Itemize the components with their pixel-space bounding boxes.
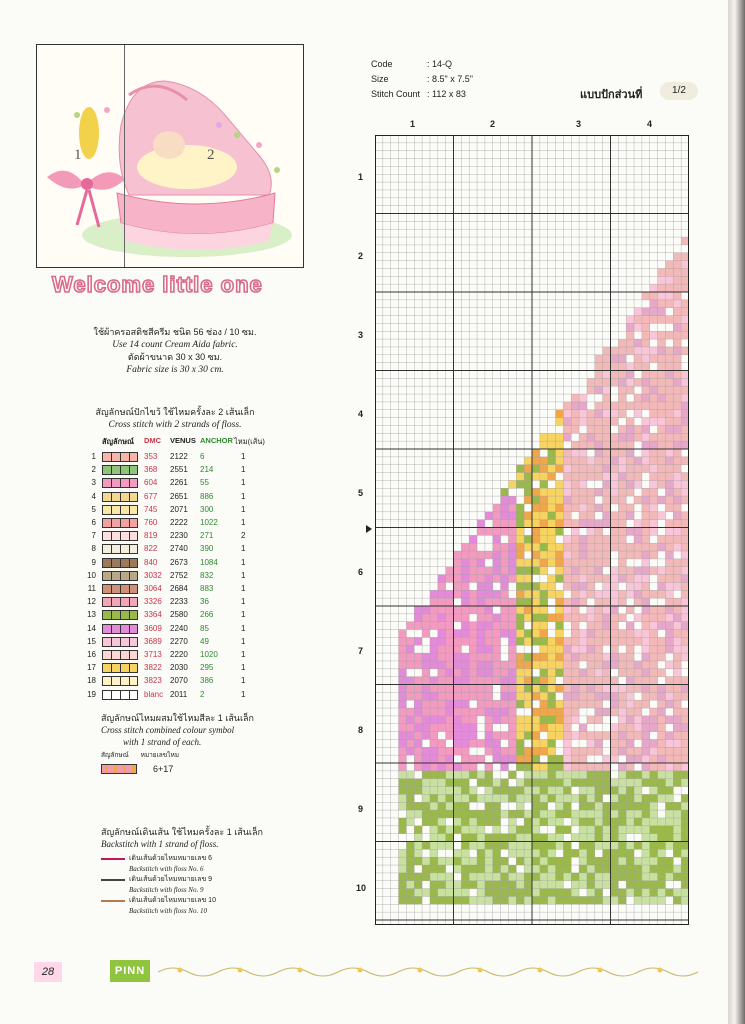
legend-row: [86, 636, 286, 649]
combo-headers: [101, 750, 254, 762]
legend-anchor: 883: [200, 584, 214, 593]
legend-row: [86, 623, 286, 636]
legend-dmc: 3032: [144, 570, 162, 580]
legend-dmc: 3326: [144, 597, 162, 607]
legend-header-dmc: DMC: [144, 436, 162, 445]
legend-dmc: 819: [144, 531, 158, 541]
stitch-chart-grid: [375, 135, 689, 925]
preview-divider: [124, 45, 125, 267]
combo-swatch: [101, 764, 137, 774]
legend-venus: 2580: [170, 610, 188, 620]
legend-number: 11: [87, 584, 96, 593]
legend-number: 19: [87, 689, 96, 699]
legend-row: [86, 689, 286, 702]
chart-row-number: 4: [358, 409, 364, 419]
code-value: : 14-Q: [427, 59, 453, 69]
legend-anchor: 6: [200, 452, 205, 461]
legend-row: [86, 491, 286, 504]
legend-anchor: 214: [200, 465, 214, 475]
stitch-count-value: : 112 x 83: [427, 89, 466, 99]
legend-dmc: 840: [144, 557, 158, 567]
legend-dmc: 822: [144, 544, 158, 554]
legend-swatch: [102, 610, 138, 620]
legend-dmc: 3609: [144, 623, 162, 633]
cross-stitch-instructions: [60, 406, 290, 431]
legend-swatch: [102, 663, 138, 673]
stitch-count-label: Stitch Count: [371, 89, 421, 99]
legend-venus: 2684: [170, 584, 188, 593]
legend-anchor: 2: [200, 689, 205, 699]
legend-number: 2: [91, 465, 96, 475]
legend-strands: 1: [241, 597, 246, 607]
legend-venus: 2070: [170, 676, 188, 686]
legend-anchor: 390: [200, 544, 214, 554]
legend-venus: 2233: [170, 597, 188, 607]
legend-number: 7: [91, 531, 96, 541]
legend-row: [86, 649, 286, 662]
combo-en: Cross stitch combined colour symbol: [101, 725, 235, 735]
fabric-instructions: [60, 326, 290, 376]
fabric-en: Use 14 count Cream Aida fabric.: [112, 339, 238, 350]
chart-row-number: 7: [358, 646, 364, 656]
legend-swatch: [102, 676, 138, 686]
backstitch-en: Backstitch with floss No. 6: [129, 865, 204, 873]
legend-row: [86, 662, 286, 675]
legend-dmc: blanc: [144, 689, 164, 699]
legend-venus: 2752: [170, 570, 188, 580]
legend-anchor: 295: [200, 663, 214, 673]
legend-header-venus: VENUS: [170, 436, 196, 445]
legend-strands: 1: [241, 491, 246, 501]
chart-row-number: 5: [358, 488, 364, 498]
legend-venus: 2270: [170, 636, 188, 646]
legend-anchor: 55: [200, 478, 209, 488]
legend-venus: 2011: [170, 689, 188, 699]
part-label: แบบปักส่วนที่: [580, 89, 643, 101]
legend-dmc: 604: [144, 478, 158, 488]
legend-strands: 1: [241, 465, 246, 475]
legend-swatch: [102, 597, 138, 607]
legend-number: 15: [87, 636, 96, 646]
chart-column-number: 3: [576, 119, 582, 129]
legend-number: 9: [91, 557, 96, 567]
legend-number: 13: [87, 610, 96, 620]
legend-anchor: 886: [200, 491, 214, 501]
page-number: 28: [34, 962, 62, 982]
legend-venus: 2030: [170, 663, 188, 673]
legend-swatch: [102, 478, 138, 488]
legend-number: 12: [87, 597, 96, 607]
combo-header-numbers: หมายเลขไหม: [140, 752, 180, 759]
legend-number: 3: [91, 478, 96, 488]
backstitch-section: [101, 826, 263, 915]
backstitch-thai: เดินเส้นด้วยไหมหมายเลข 9: [129, 876, 213, 883]
legend-row: [86, 675, 286, 688]
legend-anchor: 266: [200, 610, 214, 620]
legend-row: [86, 517, 286, 530]
chart-row-number: 10: [356, 883, 367, 893]
legend-anchor: 1020: [200, 650, 218, 659]
legend-swatch: [102, 492, 138, 502]
legend-venus: 2071: [170, 504, 188, 514]
backstitch-en: Backstitch with 1 strand of floss.: [101, 839, 219, 849]
chart-row-number: 8: [358, 725, 364, 735]
chart-row-number: 3: [358, 330, 364, 340]
design-title: Welcome little one: [52, 272, 263, 297]
legend-dmc: 3822: [144, 663, 162, 673]
backstitch-line-sample: [101, 900, 125, 902]
legend-row: [86, 477, 286, 490]
legend-number: 8: [91, 544, 96, 554]
backstitch-line-sample: [101, 858, 125, 860]
fabric-thai: ใช้ผ้าครอสติชสีครีม ชนิด 56 ช่อง / 10 ซม.: [93, 327, 257, 337]
cross-thai: สัญลักษณ์ปักไขว้ ใช้ไหมครั้งละ 2 เส้นเล็ก: [95, 407, 255, 417]
legend-strands: 1: [241, 636, 246, 646]
legend-dmc: 3689: [144, 636, 162, 646]
cross-en: Cross stitch with 2 strands of floss.: [108, 419, 242, 430]
backstitch-thai: เดินเส้นด้วยไหมหมายเลข 6: [129, 855, 213, 862]
floral-vine-ornament: [158, 962, 698, 982]
legend-anchor: 49: [200, 636, 209, 646]
combo-thai: สัญลักษณ์ไหมผสมใช้ไหมสีละ 1 เส้นเล็ก: [101, 713, 255, 723]
legend-number: 1: [91, 452, 96, 461]
chart-row-number: 6: [358, 567, 364, 577]
legend-number: 4: [91, 491, 96, 501]
fabric-thai: ตัดผ้าขนาด 30 x 30 ซม.: [127, 352, 223, 362]
legend-dmc: 3364: [144, 610, 162, 620]
legend-dmc: 760: [144, 518, 158, 527]
combo-header-symbol: สัญลักษณ์: [101, 752, 129, 759]
combo-en: with 1 strand of each.: [123, 737, 202, 747]
legend-venus: 2220: [170, 650, 188, 659]
legend-strands: 1: [241, 452, 246, 461]
chart-row-number: 9: [358, 804, 364, 814]
backstitch-thai: เดินเส้นด้วยไหมหมายเลข 10: [129, 897, 216, 904]
legend-venus: 2551: [170, 465, 188, 475]
legend-anchor: 36: [200, 597, 209, 607]
legend-swatch: [102, 571, 138, 581]
legend-swatch: [102, 637, 138, 647]
chart-row-number: 1: [358, 172, 364, 182]
code-label: Code: [371, 59, 393, 69]
legend-anchor: 1084: [200, 557, 218, 567]
combo-row: [101, 762, 254, 776]
legend-anchor: 85: [200, 623, 209, 633]
legend-dmc: 353: [144, 452, 158, 461]
legend-swatch: [102, 452, 138, 462]
legend-strands: 1: [241, 570, 246, 580]
legend-venus: 2122: [170, 452, 188, 461]
legend-anchor: 386: [200, 676, 214, 686]
legend-row: [86, 557, 286, 570]
legend-swatch: [102, 544, 138, 554]
size-label: Size: [371, 74, 389, 84]
legend-anchor: 300: [200, 504, 214, 514]
chart-column-number: 1: [410, 119, 416, 129]
legend-swatch: [102, 624, 138, 634]
publisher-logo: PINN: [110, 960, 150, 982]
legend-anchor: 271: [200, 531, 214, 541]
backstitch-en: Backstitch with floss No. 9: [129, 886, 204, 894]
preview-section-label: 1: [74, 147, 82, 163]
legend-row: [86, 543, 286, 556]
legend-swatch: [102, 531, 138, 541]
legend-strands: 1: [241, 663, 246, 673]
legend-strands: 1: [241, 584, 246, 593]
combined-color-section: [101, 712, 254, 776]
legend-swatch: [102, 584, 138, 594]
legend-dmc: 677: [144, 491, 158, 501]
legend-header-anchor: ANCHOR: [200, 436, 233, 445]
legend-strands: 1: [241, 478, 246, 488]
legend-row: [86, 570, 286, 583]
legend-row: [86, 530, 286, 543]
legend-swatch: [102, 690, 138, 700]
chart-row-number: 2: [358, 251, 364, 261]
fabric-en: Fabric size is 30 x 30 cm.: [126, 364, 224, 375]
legend-swatch: [102, 518, 138, 528]
preview-section-label: 2: [207, 147, 215, 163]
backstitch-thai: สัญลักษณ์เดินเส้น ใช้ไหมครั้งละ 1 เส้นเล็ก: [101, 827, 263, 837]
legend-row: [86, 504, 286, 517]
legend-strands: 1: [241, 610, 246, 620]
legend-strands: 1: [241, 650, 246, 659]
legend-number: 14: [87, 623, 96, 633]
chart-column-number: 4: [647, 119, 653, 129]
legend-row: [86, 464, 286, 477]
legend-header-strands: ไหม(เส้น): [234, 437, 265, 446]
combo-value: 6+17: [153, 764, 174, 774]
legend-venus: 2230: [170, 531, 188, 541]
legend-anchor: 1022: [200, 518, 218, 527]
legend-row: [86, 451, 286, 464]
legend-dmc: 3713: [144, 650, 162, 659]
legend-dmc: 368: [144, 465, 158, 475]
backstitch-line-sample: [101, 879, 125, 881]
legend-number: 6: [91, 518, 96, 527]
center-marker-icon: [366, 525, 372, 533]
legend-venus: 2673: [170, 557, 188, 567]
legend-strands: 1: [241, 676, 246, 686]
legend-number: 16: [87, 650, 96, 659]
legend-dmc: 745: [144, 504, 158, 514]
legend-dmc: 3823: [144, 676, 162, 686]
design-preview: [36, 44, 304, 268]
legend-venus: 2651: [170, 491, 188, 501]
page-fold-shadow: [728, 0, 745, 1024]
backstitch-en: Backstitch with floss No. 10: [129, 907, 207, 915]
legend-strands: 1: [241, 504, 246, 514]
chart-column-number: 2: [490, 119, 496, 129]
legend-strands: 1: [241, 544, 246, 554]
legend-strands: 2: [241, 531, 246, 541]
legend-row: [86, 596, 286, 609]
legend-swatch: [102, 650, 138, 660]
legend-number: 10: [87, 570, 96, 580]
legend-number: 18: [87, 676, 96, 686]
legend-venus: 2261: [170, 478, 188, 488]
legend-venus: 2740: [170, 544, 188, 554]
legend-strands: 1: [241, 623, 246, 633]
legend-header-symbol: สัญลักษณ์: [102, 437, 135, 446]
legend-strands: 1: [241, 557, 246, 567]
legend-strands: 1: [241, 689, 246, 699]
legend-swatch: [102, 465, 138, 475]
legend-swatch: [102, 558, 138, 568]
part-page-badge: 1/2: [660, 82, 698, 100]
legend-number: 5: [91, 504, 96, 514]
legend-number: 17: [87, 663, 96, 673]
legend-anchor: 832: [200, 570, 214, 580]
size-value: : 8.5" x 7.5": [427, 74, 473, 84]
legend-strands: 1: [241, 518, 246, 527]
legend-row: [86, 583, 286, 596]
legend-dmc: 3064: [144, 584, 162, 593]
legend-row: [86, 609, 286, 622]
legend-swatch: [102, 505, 138, 515]
legend-venus: 2240: [170, 623, 188, 633]
legend-venus: 2222: [170, 518, 188, 527]
